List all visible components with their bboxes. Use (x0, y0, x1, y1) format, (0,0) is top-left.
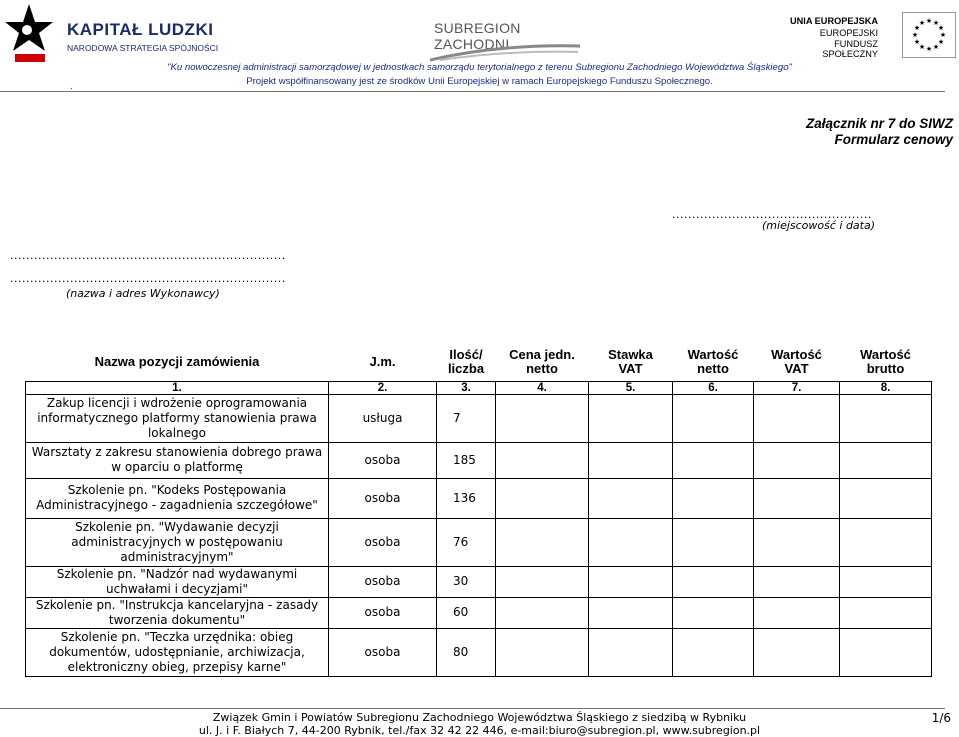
contractor-field-line2: ..................................................................... (10, 272, 286, 285)
header-net-value: Wartość netto (687, 346, 739, 376)
svg-text:★: ★ (925, 17, 933, 25)
item-quantity: 136 (437, 478, 496, 518)
footer-organization: Związek Gmin i Powiatów Subregionu Zachodniego Województwa Śląskiego z siedzibą w Rybniku (212, 711, 747, 724)
unit-price-cell[interactable] (496, 566, 589, 597)
project-tagline: "Ku nowoczesnej administracji samorządowej w jednostkach samorządu terytorialnego z terenu Subregionu Zachodniego Województwa Śląskiego" (167, 62, 792, 73)
item-quantity: 60 (437, 597, 496, 628)
net-value-cell[interactable] (673, 597, 754, 628)
page-number: 1/6 (931, 711, 951, 725)
item-name: Szkolenie pn. "Nadzór nad wydawanymi uchwałami i decyzjami" (26, 566, 329, 597)
eu-logo-line1: UNIA EUROPEJSKA (790, 16, 878, 26)
subregion-logo (430, 16, 590, 66)
svg-text:★: ★ (913, 24, 921, 32)
item-unit: osoba (329, 566, 437, 597)
item-unit: osoba (329, 597, 437, 628)
table-row (26, 394, 932, 442)
cofinancing-note: Projekt współfinansowany jest ze środków Unii Europejskiej w ramach Europejskiego Funduszu Społecznego. (246, 76, 713, 87)
contractor-label: (nazwa i adres Wykonawcy) (66, 287, 220, 300)
item-quantity: 7 (437, 394, 496, 442)
vat-value-cell[interactable] (754, 442, 840, 478)
item-quantity: 80 (437, 628, 496, 676)
kapital-ludzki-emblem-icon (5, 4, 61, 64)
vat-value-cell[interactable] (754, 518, 840, 566)
kapital-ludzki-subtitle: NARODOWA STRATEGIA SPÓJNOŚCI (67, 43, 219, 53)
attachment-number: Załącznik nr 7 do SIWZ (805, 116, 953, 131)
header-divider (0, 91, 945, 92)
place-date-label: (miejscowość i data) (762, 219, 876, 232)
column-number: 7. (754, 381, 840, 394)
gross-value-cell[interactable] (840, 478, 932, 518)
vat-value-cell[interactable] (754, 566, 840, 597)
svg-text:★: ★ (937, 38, 945, 46)
net-value-cell[interactable] (673, 566, 754, 597)
header-dot: . (70, 82, 73, 92)
item-unit: osoba (329, 628, 437, 676)
item-name: Szkolenie pn. "Kodeks Postępowania Administracyjnego - zagadnienia szczegółowe" (26, 478, 329, 518)
footer-contact: ul. J. i F. Białych 7, 44-200 Rybnik, tel./fax 32 42 22 446, e-mail:biuro@subregion.pl, www.subregion.pl (198, 724, 761, 737)
subregion-swoosh-icon (430, 42, 580, 62)
table-row (26, 597, 932, 628)
svg-text:★: ★ (932, 19, 940, 27)
place-date-field: .................................................. (672, 208, 872, 221)
column-number: 3. (437, 381, 496, 394)
column-number: 6. (673, 381, 754, 394)
price-table (25, 343, 932, 677)
item-name: Szkolenie pn. "Wydawanie decyzji administracyjnych w postępowaniu administracyjnym" (26, 518, 329, 566)
svg-text:★: ★ (918, 43, 926, 51)
vat-rate-cell[interactable] (589, 628, 673, 676)
vat-value-cell[interactable] (754, 597, 840, 628)
item-unit: usługa (329, 394, 437, 442)
subregion-logo-text: SUBREGION ZACHODNI (434, 20, 521, 52)
header-unit-price: Cena jedn. netto (509, 346, 575, 376)
vat-rate-cell[interactable] (589, 566, 673, 597)
net-value-cell[interactable] (673, 628, 754, 676)
column-number: 4. (496, 381, 589, 394)
svg-text:★: ★ (937, 24, 945, 32)
eu-logo-line2: EUROPEJSKI (819, 28, 878, 38)
unit-price-cell[interactable] (496, 628, 589, 676)
item-quantity: 76 (437, 518, 496, 566)
vat-rate-cell[interactable] (589, 394, 673, 442)
vat-rate-cell[interactable] (589, 597, 673, 628)
header-vat-value: Wartość VAT (771, 346, 822, 376)
item-unit: osoba (329, 442, 437, 478)
column-numbers-row (26, 381, 932, 394)
header-item-name: Nazwa pozycji zamówienia (94, 353, 260, 369)
header-quantity: Ilość/ liczba (447, 346, 485, 376)
column-number: 1. (26, 381, 329, 394)
vat-value-cell[interactable] (754, 628, 840, 676)
item-unit: osoba (329, 478, 437, 518)
unit-price-cell[interactable] (496, 597, 589, 628)
svg-text:★: ★ (911, 31, 919, 39)
contractor-field-line1: ..................................................................... (10, 249, 286, 262)
eu-flag-icon (902, 12, 956, 58)
item-unit: osoba (329, 518, 437, 566)
vat-rate-cell[interactable] (589, 478, 673, 518)
table-row (26, 628, 932, 676)
eu-logo-line3: FUNDUSZ SPOŁECZNY (822, 39, 878, 59)
vat-rate-cell[interactable] (589, 518, 673, 566)
unit-price-cell[interactable] (496, 442, 589, 478)
table-row (26, 442, 932, 478)
column-number: 8. (840, 381, 932, 394)
svg-text:★: ★ (913, 38, 921, 46)
gross-value-cell[interactable] (840, 566, 932, 597)
form-title: Formularz cenowy (834, 132, 953, 147)
svg-text:★: ★ (925, 45, 933, 53)
gross-value-cell[interactable] (840, 442, 932, 478)
kapital-ludzki-logo (5, 4, 220, 62)
table-row (26, 478, 932, 518)
net-value-cell[interactable] (673, 394, 754, 442)
kapital-ludzki-title: KAPITAŁ LUDZKI (67, 20, 214, 39)
item-name: Szkolenie pn. "Teczka urzędnika: obieg dokumentów, udostępnianie, archiwizacja, elektroniczny obieg, przepisy karne" (26, 628, 329, 676)
vat-value-cell[interactable] (754, 478, 840, 518)
gross-value-cell[interactable] (840, 518, 932, 566)
item-name: Zakup licencji i wdrożenie oprogramowania informatycznego platformy stanowienia prawa lokalnego (26, 394, 329, 442)
net-value-cell[interactable] (673, 478, 754, 518)
gross-value-cell[interactable] (840, 394, 932, 442)
header-gross-value: Wartość brutto (860, 346, 911, 376)
item-quantity: 30 (437, 566, 496, 597)
table-row (26, 518, 932, 566)
svg-text:★: ★ (939, 31, 947, 39)
header-vat-rate: Stawka VAT (608, 346, 653, 376)
unit-price-cell[interactable] (496, 518, 589, 566)
item-name: Warsztaty z zakresu stanowienia dobrego prawa w oparciu o platformę (26, 442, 329, 478)
gross-value-cell[interactable] (840, 597, 932, 628)
vat-rate-cell[interactable] (589, 442, 673, 478)
header-unit: J.m. (369, 353, 396, 369)
attachment-title (806, 116, 953, 148)
column-number: 2. (329, 381, 437, 394)
svg-text:★: ★ (932, 43, 940, 51)
item-quantity: 185 (437, 442, 496, 478)
column-number: 5. (589, 381, 673, 394)
gross-value-cell[interactable] (840, 628, 932, 676)
net-value-cell[interactable] (673, 518, 754, 566)
svg-text:★: ★ (918, 19, 926, 27)
table-row (26, 566, 932, 597)
unit-price-cell[interactable] (496, 478, 589, 518)
net-value-cell[interactable] (673, 442, 754, 478)
vat-value-cell[interactable] (754, 394, 840, 442)
item-name: Szkolenie pn. "Instrukcja kancelaryjna - zasady tworzenia dokumentu" (26, 597, 329, 628)
eu-logo (786, 12, 956, 60)
unit-price-cell[interactable] (496, 394, 589, 442)
footer-divider (0, 708, 945, 709)
